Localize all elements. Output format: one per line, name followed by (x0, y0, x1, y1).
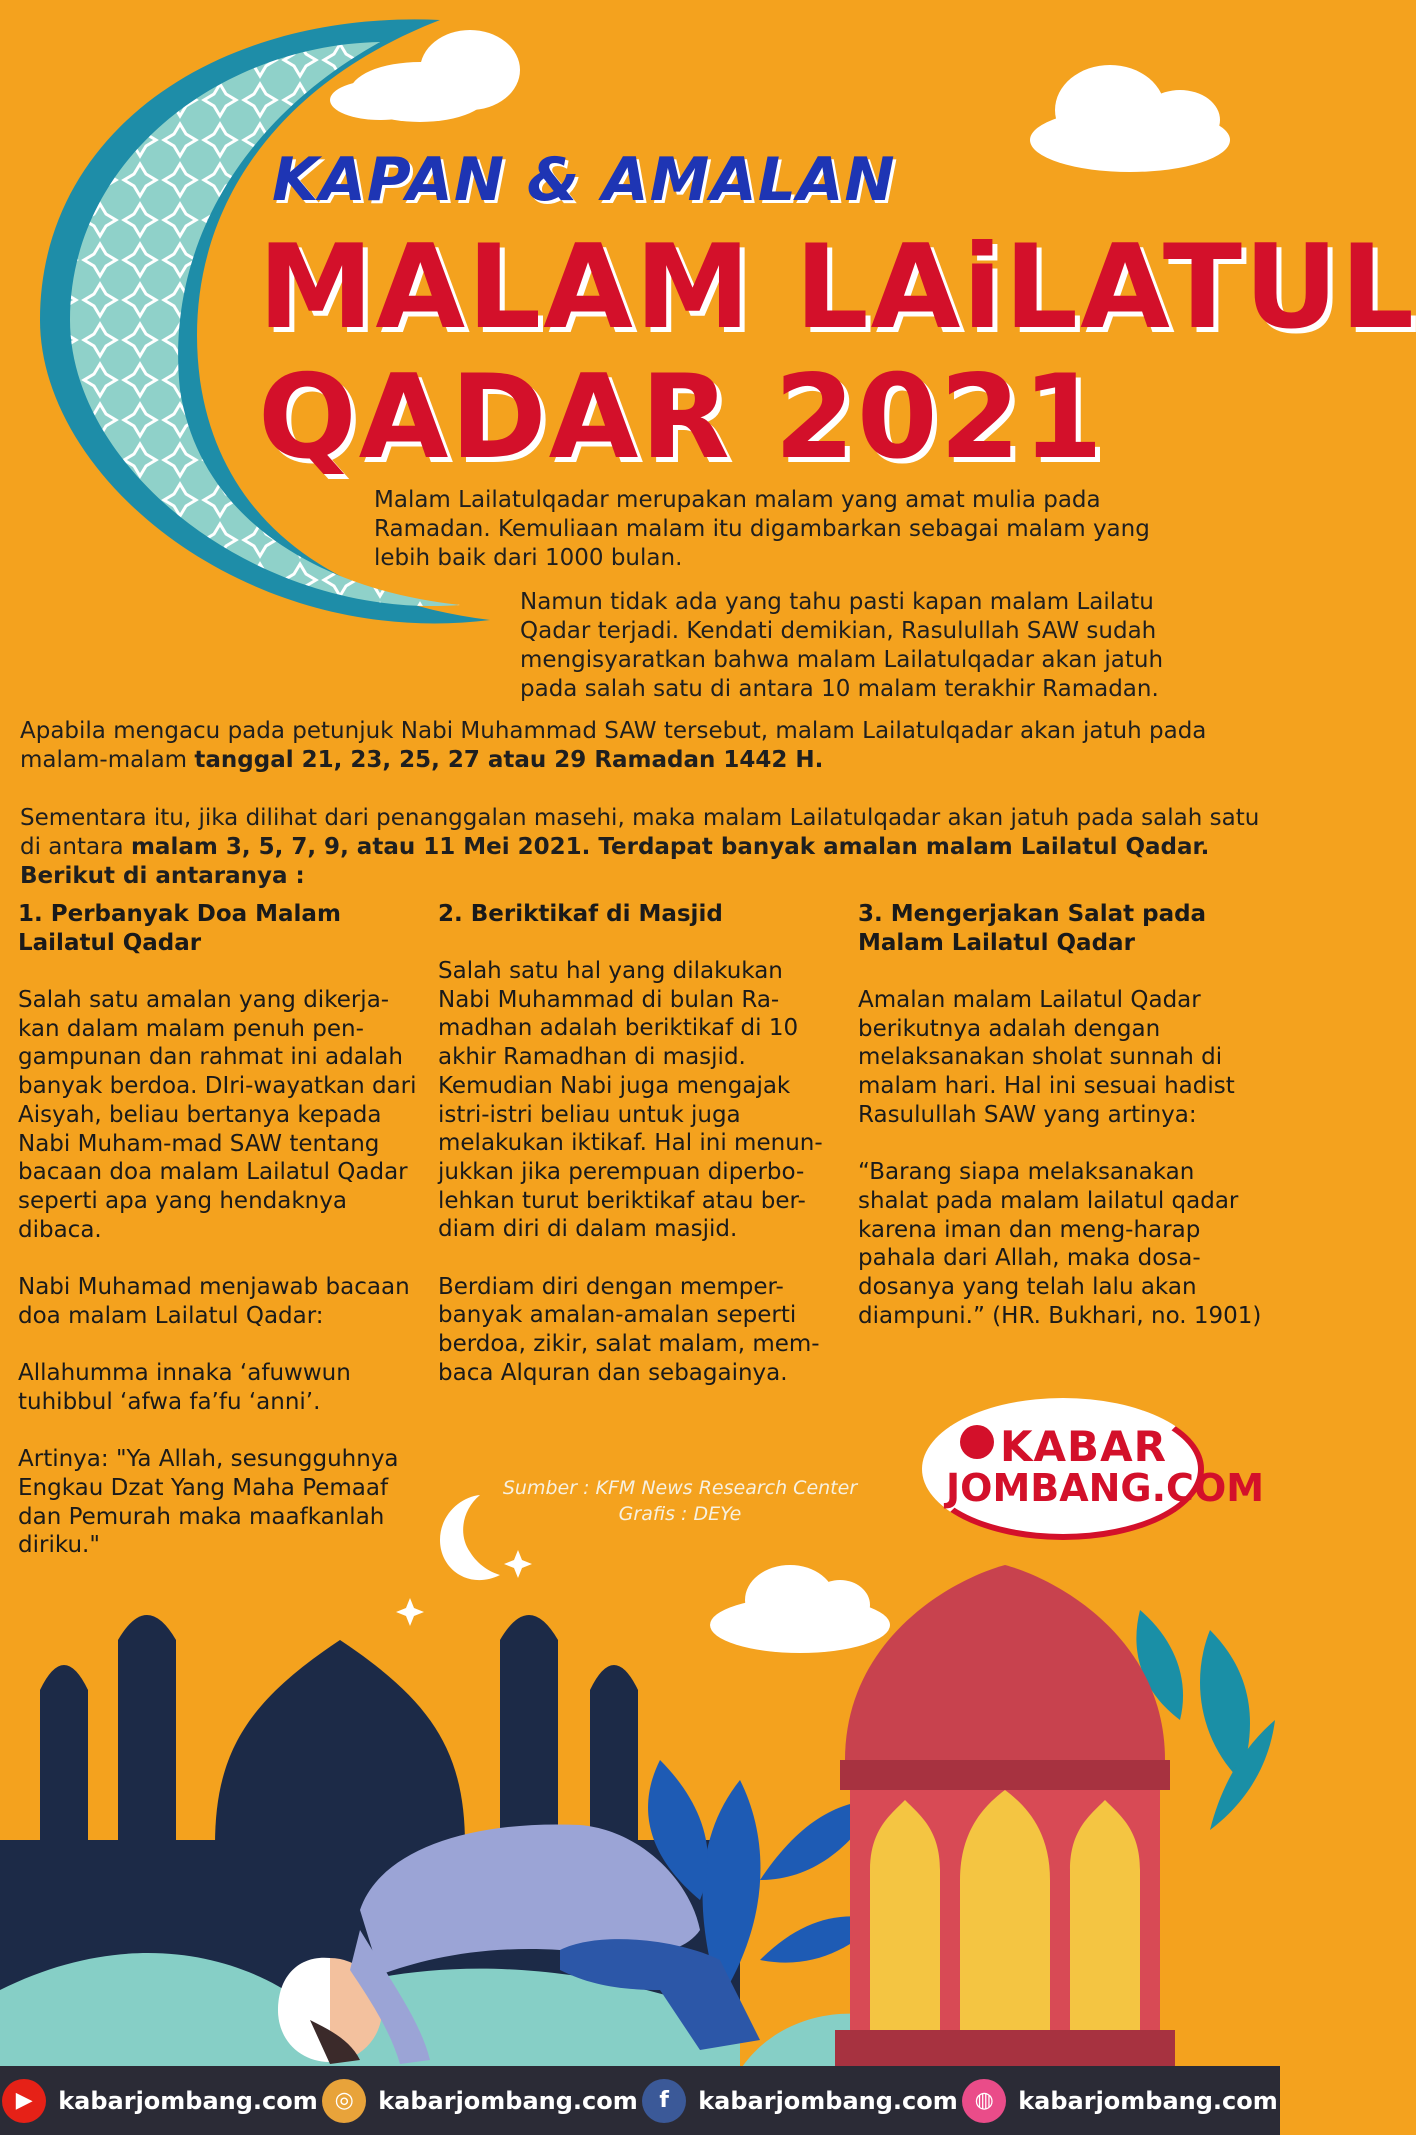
column-2 (438, 900, 838, 1416)
logo-text-bottom: JOMBANG.COM (946, 1466, 1265, 1510)
column-paragraph: “Barang siapa melaksanakan shalat pada malam lailatul qadar karena iman dan meng-harap pahala dari Allah, maka dosa-dosanya yang telah lalu akan diampuni.” (HR. Bukhari, no. 1901) (858, 1159, 1262, 1329)
main-title-line1: MALAM LAiLATUL (258, 220, 1416, 355)
column-heading: 3. Mengerjakan Salat pada Malam Lailatul Qadar (858, 901, 1207, 956)
star-icon (504, 1550, 532, 1578)
kicker-title: KAPAN & AMALAN (272, 145, 896, 215)
instagram-icon: ◎ (322, 2079, 366, 2123)
intro-paragraph-1: Malam Lailatulqadar merupakan malam yang amat mulia pada Ramadan. Kemuliaan malam itu digambarkan sebagai malam yang lebih baik dari 1000 bulan. (374, 487, 1150, 571)
star-icon (396, 1598, 424, 1626)
column-paragraph: Salah satu hal yang dilakukan Nabi Muhammad di bulan Ra-madhan adalah beriktikaf di 10 akhir Ramadhan di masjid. Kemudian Nabi juga mengajak istri-istri beliau untuk juga melakukan iktikaf. Hal ini menun-jukkan jika perempuan diperbo-lehkan turut beriktikaf atau ber-diam diri di dalam masjid. (438, 958, 823, 1243)
column-paragraph: Artinya: "Ya Allah, sesungguhnya Engkau Dzat Yang Maha Pemaaf dan Pemurah maka maafkanlah diriku." (18, 1446, 399, 1559)
column-paragraph: Allahumma innaka ‘afuwwun tuhibbul ‘afwa fa’fu ‘anni’. (18, 1360, 351, 1415)
youtube-icon: ▶ (2, 2079, 46, 2123)
column-paragraph: Amalan malam Lailatul Qadar berikutnya adalah dengan melaksanakan sholat sunnah di malam hari. Hal ini sesuai hadist Rasulullah SAW yang artinya: (858, 987, 1235, 1128)
cloud-icon (1030, 65, 1230, 172)
credits (460, 1475, 900, 1527)
column-paragraph: Salah satu amalan yang dikerja-kan dalam malam penuh pen-gampunan dan rahmat ini adalah banyak berdoa. DIri-wayatkan dari Aisyah, beliau bertanya kepada Nabi Muham-mad SAW tentang bacaan doa malam Lailatul Qadar seperti apa yang hendaknya dibaca. (18, 987, 417, 1243)
source-credit: Sumber : KFM News Research Center (502, 1477, 858, 1499)
logo-text-top: KABAR (1000, 1422, 1167, 1471)
cloud-icon (710, 1565, 890, 1653)
column-3 (858, 900, 1263, 1359)
graphics-credit: Grafis : DEYe (618, 1503, 742, 1525)
column-paragraph: Berdiam diri dengan memper-banyak amalan-amalan seperti berdoa, zikir, salat malam, mem-baca Alquran dan sebagainya. (438, 1273, 820, 1386)
social-facebook-link[interactable]: f kabarjombang.com (642, 2079, 958, 2123)
main-title-line2: QADAR 2021 (258, 350, 1106, 485)
lantern-illustration (835, 1565, 1175, 2066)
column-1 (18, 900, 418, 1589)
column-heading: 2. Beriktikaf di Masjid (438, 901, 723, 927)
column-paragraph: Nabi Muhamad menjawab bacaan doa malam Lailatul Qadar: (18, 1274, 410, 1329)
logo-mark-icon (960, 1425, 994, 1459)
footer-social-bar (0, 2066, 1280, 2135)
column-heading: 1. Perbanyak Doa Malam Lailatul Qadar (18, 901, 341, 956)
social-youtube-link[interactable]: ▶ kabarjombang.com (2, 2079, 318, 2123)
intro-paragraph-3: Apabila mengacu pada petunjuk Nabi Muhammad SAW tersebut, malam Lailatulqadar akan jatuh pada malam-malam tanggal 21, 23, 25, 27 atau 29 Ramadan 1442 H. (20, 718, 1207, 773)
social-instagram-link[interactable]: ◎ kabarjombang.com (322, 2079, 638, 2123)
intro-paragraph-2: Namun tidak ada yang tahu pasti kapan malam Lailatu Qadar terjadi. Kendati demikian, Rasulullah SAW sudah mengisyaratkan bahwa malam Lailatulqadar akan jatuh pada salah satu di antara 10 malam terakhir Ramadan. (520, 589, 1164, 702)
facebook-icon: f (642, 2079, 686, 2123)
intro-paragraph-4: Sementara itu, jika dilihat dari penanggalan masehi, maka malam Lailatulqadar akan jatuh pada salah satu di antara malam 3, 5, 7, 9, atau 11 Mei 2021. Terdapat banyak amalan malam Lailatul Qadar. Berikut di antaranya : (20, 805, 1260, 889)
dribbble-icon: ◍ (962, 2079, 1006, 2123)
social-dribbble-link[interactable]: ◍ kabarjombang.com (962, 2079, 1278, 2123)
